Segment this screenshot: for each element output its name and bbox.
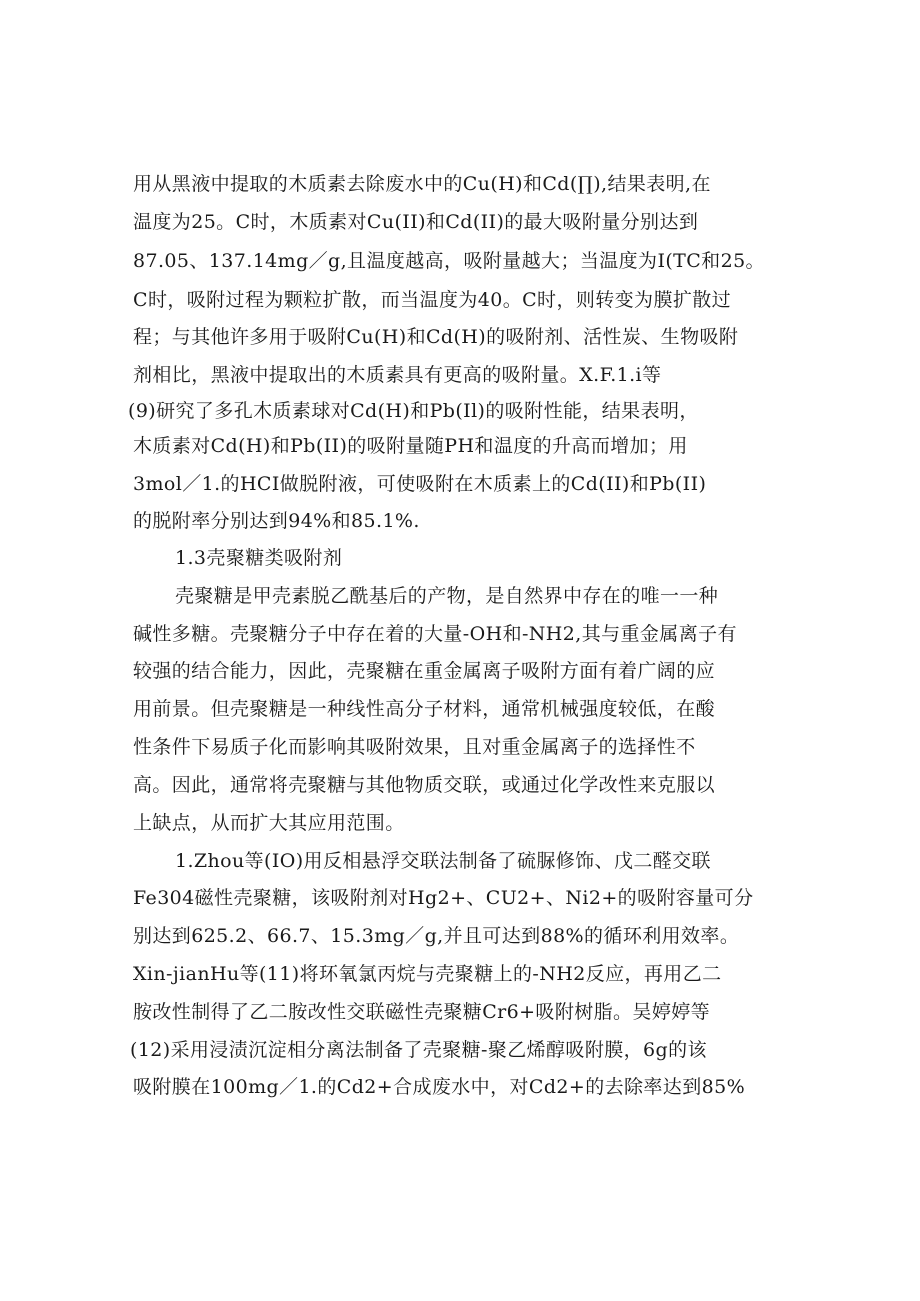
section-heading: 1.3壳聚糖类吸附剂 bbox=[175, 547, 343, 569]
text-line: (9)研究了多孔木质素球对Cd(H)和Pb(Il)的吸附性能，结果表明， bbox=[128, 400, 699, 422]
text-line: 剂相比，黑液中提取出的木质素具有更高的吸附量。X.F.1.i等 bbox=[133, 364, 662, 386]
text-line: 木质素对Cd(H)和Pb(II)的吸附量随PH和温度的升高而增加；用 bbox=[133, 435, 688, 457]
text-line: 壳聚糖是甲壳素脱乙酰基后的产物，是自然界中存在的唯一一种 bbox=[175, 585, 719, 607]
text-line: 别达到625.2、66.7、15.3mg／g,并且可达到88%的循环利用效率。 bbox=[133, 925, 740, 947]
text-line: 用前景。但壳聚糖是一种线性高分子材料，通常机械强度较低，在酸 bbox=[133, 698, 716, 720]
text-line: 程；与其他许多用于吸附Cu(H)和Cd(H)的吸附剂、活性炭、生物吸附 bbox=[133, 326, 739, 348]
text-line: 上缺点，从而扩大其应用范围。 bbox=[133, 812, 405, 834]
text-line: 用从黑液中提取的木质素去除废水中的Cu(H)和Cd(∏),结果表明,在 bbox=[133, 173, 711, 195]
text-line: 的脱附率分别达到94%和85.1%. bbox=[133, 510, 420, 532]
text-line: Fe304磁性壳聚糖，该吸附剂对Hg2+、CU2+、Ni2+的吸附容量可分 bbox=[133, 887, 754, 909]
text-line: 较强的结合能力，因此，壳聚糖在重金属离子吸附方面有着广阔的应 bbox=[133, 660, 716, 682]
text-line: 性条件下易质子化而影响其吸附效果，且对重金属离子的选择性不 bbox=[133, 736, 696, 758]
text-line: 吸附膜在100mg／1.的Cd2+合成废水中，对Cd2+的去除率达到85% bbox=[133, 1076, 746, 1098]
text-line: 碱性多糖。壳聚糖分子中存在着的大量-OH和-NH2,其与重金属离子有 bbox=[133, 623, 737, 645]
text-line: 87.05、137.14mg／g,且温度越高，吸附量越大；当温度为I(TC和25。 bbox=[133, 250, 765, 272]
text-line: 高。因此，通常将壳聚糖与其他物质交联，或通过化学改性来克服以 bbox=[133, 774, 716, 796]
text-line: Xin-jianHu等(11)将环氧氯丙烷与壳聚糖上的-NH2反应，再用乙二 bbox=[133, 963, 722, 985]
text-line: C时，吸附过程为颗粒扩散，而当温度为40。C时，则转变为膜扩散过 bbox=[133, 289, 732, 311]
text-line: 温度为25。C时，木质素对Cu(II)和Cd(II)的最大吸附量分别达到 bbox=[133, 211, 699, 233]
text-line: 1.Zhou等(IO)用反相悬浮交联法制备了硫脲修饰、戊二醛交联 bbox=[175, 850, 711, 872]
text-line: 胺改性制得了乙二胺改性交联磁性壳聚糖Cr6+吸附树脂。吴婷婷等 bbox=[133, 1001, 711, 1023]
text-line: 3mol／1.的HCI做脱附液，可使吸附在木质素上的Cd(II)和Pb(II) bbox=[133, 473, 707, 495]
text-line: (12)采用浸渍沉淀相分离法制备了壳聚糖-聚乙烯醇吸附膜，6g的该 bbox=[130, 1039, 707, 1061]
